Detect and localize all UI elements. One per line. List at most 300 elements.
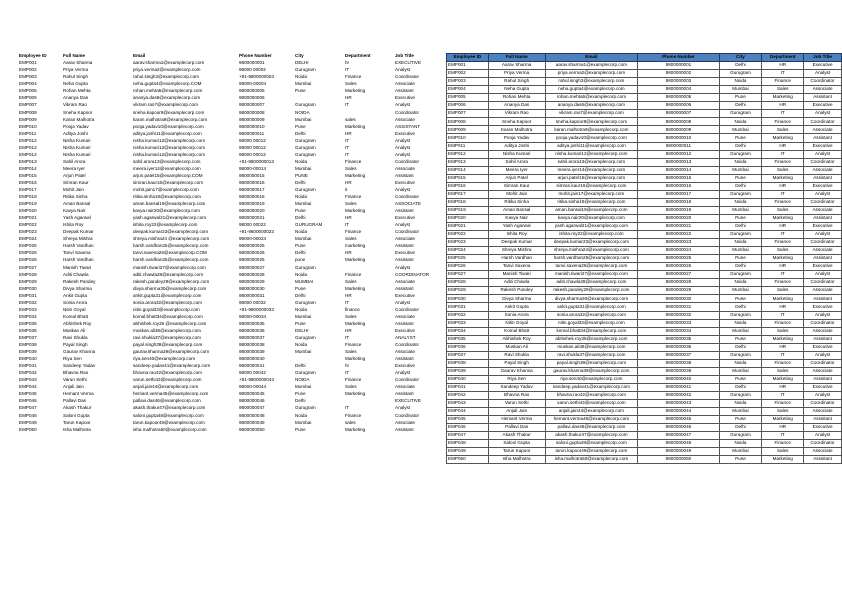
column-header[interactable]: Email bbox=[133, 53, 146, 59]
table-cell[interactable]: manish.tiwari27@examplecorp.com bbox=[545, 271, 638, 279]
table-cell[interactable]: EMP049 bbox=[447, 448, 489, 456]
table-cell[interactable]: EMP044 bbox=[447, 408, 489, 416]
table-cell[interactable]: Marketing bbox=[345, 208, 366, 214]
table-cell[interactable]: Payal Singh bbox=[63, 342, 88, 348]
table-cell[interactable]: 9800000048 bbox=[239, 412, 265, 418]
table-cell[interactable]: Executive bbox=[395, 250, 415, 256]
table-cell[interactable]: Associate bbox=[804, 247, 842, 255]
table-cell[interactable]: Associate bbox=[395, 278, 415, 284]
table-cell[interactable]: rohan.mehta5@examplecorp.com bbox=[545, 94, 638, 102]
table-cell[interactable]: neha.gupta4@examplecorp.COM bbox=[133, 81, 202, 87]
table-cell[interactable]: Isha Malhotra bbox=[488, 456, 545, 464]
table-cell[interactable]: aman.bansal19@examplecorp.com bbox=[133, 201, 206, 207]
table-cell[interactable]: Executive bbox=[395, 130, 415, 136]
table-cell[interactable]: EMP015 bbox=[19, 172, 37, 178]
table-cell[interactable]: EMP017 bbox=[447, 190, 489, 198]
table-cell[interactable]: Executive bbox=[395, 95, 415, 101]
table-cell[interactable]: Assistant bbox=[804, 295, 842, 303]
table-cell[interactable]: mohit.jain17@examplecorp.com bbox=[133, 187, 199, 193]
table-cell[interactable]: anjali.jain44@examplecorp.com bbox=[133, 384, 199, 390]
table-cell[interactable]: Executive bbox=[395, 215, 415, 221]
table-cell[interactable]: finance bbox=[345, 306, 360, 312]
table-cell[interactable]: isha.malhotra50@examplecorp.com bbox=[545, 456, 638, 464]
table-cell[interactable]: Marketing bbox=[762, 134, 804, 142]
table-cell[interactable]: shreya.mishra24@examplecorp.com bbox=[545, 247, 638, 255]
table-cell[interactable]: IT bbox=[345, 405, 350, 411]
table-cell[interactable]: Delhi bbox=[719, 383, 762, 391]
table-cell[interactable]: 9800000026 bbox=[239, 250, 265, 256]
table-cell[interactable]: Executive bbox=[395, 292, 415, 298]
table-cell[interactable]: Delhi bbox=[719, 182, 762, 190]
table-cell[interactable]: Executive bbox=[804, 222, 842, 230]
table-cell[interactable]: Mumbai bbox=[719, 287, 762, 295]
table-cell[interactable]: Hemant Verma bbox=[63, 391, 94, 397]
table-cell[interactable]: HR bbox=[762, 263, 804, 271]
table-cell[interactable]: karan.malhotra9@examplecorp.com bbox=[133, 116, 208, 122]
table-cell[interactable]: Gurugram bbox=[719, 190, 762, 198]
table-cell[interactable]: Gurugram bbox=[295, 67, 316, 73]
column-header[interactable]: City bbox=[295, 53, 304, 59]
table-cell[interactable]: Gurugram bbox=[719, 70, 762, 78]
table-cell[interactable]: manish.tiwari27@examplecorp.com bbox=[133, 264, 206, 270]
table-cell[interactable]: sahil.arora13@examplecorp.com bbox=[545, 158, 638, 166]
table-cell[interactable]: Delhi bbox=[719, 303, 762, 311]
table-cell[interactable]: Pune bbox=[295, 426, 306, 432]
table-cell[interactable]: riya.sen40@examplecorp.com bbox=[133, 356, 196, 362]
table-cell[interactable]: EMP024 bbox=[19, 236, 37, 242]
table-cell[interactable]: Assistant bbox=[395, 257, 414, 263]
table-cell[interactable]: Pallavi Das bbox=[488, 424, 545, 432]
table-cell[interactable]: IT bbox=[345, 335, 350, 340]
table-cell[interactable]: 9800000050 bbox=[239, 426, 265, 432]
table-cell[interactable]: EMP049 bbox=[19, 419, 37, 425]
table-cell[interactable]: Coordinator bbox=[804, 239, 842, 247]
table-cell[interactable]: 9800000027 bbox=[638, 271, 719, 279]
table-cell[interactable]: +91-9800000033 bbox=[239, 306, 274, 312]
table-cell[interactable]: Mumbai bbox=[295, 81, 312, 87]
table-cell[interactable]: muskan.ali36@examplecorp.com bbox=[545, 343, 638, 351]
table-cell[interactable]: EMP007 bbox=[19, 102, 37, 108]
table-cell[interactable]: Gurugram bbox=[719, 271, 762, 279]
table-cell[interactable]: deepak.kumar23@examplecorp.com bbox=[133, 229, 209, 235]
table-cell[interactable]: 9800000015 bbox=[638, 174, 719, 182]
table-cell[interactable]: Associate bbox=[804, 86, 842, 94]
table-cell[interactable]: Bhavna Rao bbox=[488, 391, 545, 399]
table-cell[interactable]: Coordinator bbox=[804, 319, 842, 327]
table-cell[interactable]: harsh.vardhan25@examplecorp.com bbox=[545, 255, 638, 263]
table-cell[interactable]: +91-9800000043 bbox=[239, 377, 274, 383]
table-cell[interactable]: pooja.yadav10@examplecorp.com bbox=[545, 134, 638, 142]
table-cell[interactable]: Noida bbox=[719, 158, 762, 166]
table-cell[interactable]: EMP018 bbox=[447, 198, 489, 206]
table-cell[interactable]: EMP008 bbox=[447, 118, 489, 126]
table-cell[interactable]: Analyst bbox=[395, 187, 411, 193]
table-cell[interactable]: 9800000025 bbox=[239, 243, 265, 249]
table-cell[interactable]: varun.sethi43@examplecorp.com bbox=[545, 400, 638, 408]
table-cell[interactable]: Coordinator bbox=[804, 359, 842, 367]
table-cell[interactable]: pune bbox=[295, 257, 306, 263]
table-cell[interactable]: Coordinator bbox=[804, 440, 842, 448]
table-cell[interactable]: EMP019 bbox=[19, 201, 37, 207]
table-cell[interactable]: Sales bbox=[762, 206, 804, 214]
table-cell[interactable]: Sahil Arora bbox=[63, 158, 86, 164]
table-cell[interactable]: Analyst bbox=[804, 432, 842, 440]
table-cell[interactable]: IT bbox=[345, 144, 350, 150]
table-cell[interactable]: Delhi bbox=[719, 263, 762, 271]
table-cell[interactable]: Assistant bbox=[804, 134, 842, 142]
table-cell[interactable]: Analyst bbox=[804, 271, 842, 279]
table-cell[interactable]: EMP034 bbox=[19, 313, 37, 319]
table-cell[interactable]: Aditi Chawla bbox=[488, 279, 545, 287]
table-cell[interactable]: Vikram Rao bbox=[488, 110, 545, 118]
table-cell[interactable]: EMP029 bbox=[19, 278, 37, 284]
table-cell[interactable]: ankit.gupta31@examplecorp.com bbox=[545, 303, 638, 311]
table-cell[interactable]: IT bbox=[762, 311, 804, 319]
table-cell[interactable]: 98000-00034 bbox=[239, 313, 267, 319]
table-cell[interactable]: EMP001 bbox=[447, 62, 489, 70]
table-cell[interactable]: Aditi Chawla bbox=[63, 271, 89, 277]
table-cell[interactable]: Marketing bbox=[345, 88, 366, 94]
table-cell[interactable]: Assistant bbox=[395, 356, 414, 362]
table-cell[interactable]: Delhi bbox=[295, 292, 306, 298]
table-cell[interactable]: Pune bbox=[295, 88, 306, 94]
table-cell[interactable]: EMP016 bbox=[447, 182, 489, 190]
table-cell[interactable]: sonia.arora32@examplecorp.com bbox=[133, 299, 203, 305]
table-cell[interactable]: 9800000028 bbox=[239, 271, 265, 277]
table-cell[interactable]: gaurav.khanna39@examplecorp.com bbox=[545, 367, 638, 375]
table-cell[interactable]: simran.kaur16@examplecorp.com bbox=[133, 179, 204, 185]
column-header[interactable]: Email bbox=[545, 54, 638, 62]
table-cell[interactable]: 9800000049 bbox=[638, 448, 719, 456]
table-cell[interactable]: Analyst bbox=[804, 351, 842, 359]
table-cell[interactable]: muskan.ali36@examplecorp.com bbox=[133, 327, 201, 333]
table-cell[interactable]: EMP009 bbox=[447, 126, 489, 134]
table-cell[interactable]: Associate bbox=[804, 287, 842, 295]
table-cell[interactable]: 98000-00014 bbox=[239, 165, 267, 171]
table-cell[interactable]: 9800000036 bbox=[239, 327, 265, 333]
table-cell[interactable]: akash.thakur47@examplecorp.com bbox=[545, 432, 638, 440]
table-cell[interactable]: Meera Iyer bbox=[488, 166, 545, 174]
table-cell[interactable]: Sales bbox=[345, 201, 357, 207]
table-cell[interactable]: Pooja Yadav bbox=[63, 123, 89, 129]
table-cell[interactable]: Noida bbox=[719, 78, 762, 86]
table-cell[interactable]: Assistant bbox=[395, 391, 414, 397]
table-cell[interactable]: Manish Tiwari bbox=[488, 271, 545, 279]
table-cell[interactable]: Noida bbox=[295, 74, 308, 80]
table-cell[interactable]: 9800000018 bbox=[239, 194, 265, 200]
table-cell[interactable]: ananya.das6@examplecorp.com bbox=[133, 95, 201, 101]
table-cell[interactable]: Executive bbox=[395, 363, 415, 369]
table-cell[interactable]: Noida bbox=[295, 158, 308, 164]
table-cell[interactable]: EMP027 bbox=[447, 271, 489, 279]
table-cell[interactable]: HR bbox=[762, 222, 804, 230]
table-cell[interactable]: Akash Thakur bbox=[488, 432, 545, 440]
table-cell[interactable]: Sales bbox=[762, 287, 804, 295]
table-cell[interactable]: Sahil Arora bbox=[488, 158, 545, 166]
table-cell[interactable]: HR bbox=[345, 292, 352, 298]
table-cell[interactable]: IT bbox=[762, 391, 804, 399]
column-header[interactable]: Job Title bbox=[804, 54, 842, 62]
table-cell[interactable]: Coordinator bbox=[395, 158, 420, 164]
table-cell[interactable]: Marketing bbox=[345, 426, 366, 432]
table-cell[interactable]: Mumbai bbox=[295, 349, 312, 355]
table-cell[interactable]: Simran Kaur bbox=[63, 179, 89, 185]
table-cell[interactable]: aman.bansal19@examplecorp.com bbox=[545, 206, 638, 214]
table-cell[interactable]: Executive bbox=[804, 303, 842, 311]
table-cell[interactable]: EMP041 bbox=[19, 363, 37, 369]
column-header[interactable]: Department bbox=[345, 53, 371, 59]
table-cell[interactable]: Analyst bbox=[804, 190, 842, 198]
table-cell[interactable]: Noida bbox=[719, 400, 762, 408]
table-cell[interactable]: Delhi bbox=[295, 215, 306, 221]
table-cell[interactable]: Varun Sethi bbox=[488, 400, 545, 408]
table-cell[interactable]: Gurugram bbox=[295, 151, 316, 157]
table-cell[interactable]: bhavna.rao42@examplecorp.com bbox=[545, 391, 638, 399]
table-cell[interactable]: sneha.kapoor8@examplecorp.com bbox=[545, 118, 638, 126]
table-cell[interactable]: rahul.singh3@examplecorp.com bbox=[133, 74, 199, 80]
table-cell[interactable]: Assistant bbox=[395, 172, 414, 178]
table-cell[interactable]: Saloni Gupta bbox=[63, 412, 90, 418]
table-cell[interactable]: EMP010 bbox=[447, 134, 489, 142]
table-cell[interactable]: Executive bbox=[804, 182, 842, 190]
table-cell[interactable]: MUMBAI bbox=[295, 278, 314, 284]
table-cell[interactable]: Aman Bansal bbox=[63, 201, 91, 207]
table-cell[interactable]: saloni.gupta48@examplecorp.com bbox=[133, 412, 204, 418]
table-cell[interactable]: EMP014 bbox=[19, 165, 37, 171]
table-cell[interactable]: Mumbai bbox=[295, 236, 312, 242]
table-cell[interactable]: nisha.kumari12@examplecorp.com bbox=[133, 137, 206, 143]
table-cell[interactable]: EMP035 bbox=[19, 320, 37, 326]
table-cell[interactable]: 9800000010 bbox=[638, 134, 719, 142]
table-cell[interactable]: ravi.shukla37@examplecorp.com bbox=[545, 351, 638, 359]
table-cell[interactable]: 9800000029 bbox=[239, 278, 265, 284]
table-cell[interactable]: ASSOCIATE bbox=[395, 201, 421, 207]
table-cell[interactable]: Executive bbox=[395, 327, 415, 333]
table-cell[interactable]: Associate bbox=[804, 327, 842, 335]
table-cell[interactable]: yash.agarwal21@examplecorp.com bbox=[545, 222, 638, 230]
table-cell[interactable]: Ritika Sinha bbox=[488, 198, 545, 206]
table-cell[interactable]: EMP038 bbox=[447, 359, 489, 367]
table-cell[interactable]: EMP042 bbox=[19, 370, 37, 376]
table-cell[interactable]: Analyst bbox=[804, 391, 842, 399]
table-cell[interactable]: abhishek.roy35@examplecorp.com bbox=[545, 335, 638, 343]
table-cell[interactable]: EMP013 bbox=[19, 158, 37, 164]
table-cell[interactable]: 9800000014 bbox=[638, 166, 719, 174]
table-cell[interactable]: Ankit Gupta bbox=[63, 292, 88, 298]
table-cell[interactable]: Associate bbox=[804, 206, 842, 214]
table-cell[interactable]: Gurugram bbox=[719, 351, 762, 359]
table-cell[interactable]: Associate bbox=[804, 408, 842, 416]
table-cell[interactable]: IT bbox=[345, 137, 350, 143]
table-cell[interactable]: Coordinator bbox=[395, 306, 420, 312]
table-cell[interactable]: Finance bbox=[762, 319, 804, 327]
column-header[interactable]: Job Title bbox=[395, 53, 414, 59]
table-cell[interactable]: 9800000019 bbox=[239, 201, 265, 207]
table-cell[interactable] bbox=[294, 356, 344, 363]
table-cell[interactable]: Saloni Gupta bbox=[488, 440, 545, 448]
table-cell[interactable]: sales bbox=[345, 116, 356, 122]
table-cell[interactable]: EMP042 bbox=[447, 391, 489, 399]
table-cell[interactable]: EMP016 bbox=[19, 179, 37, 185]
table-cell[interactable]: Sandeep Yadav bbox=[63, 363, 96, 369]
table-cell[interactable]: EMP026 bbox=[19, 257, 37, 263]
table-cell[interactable]: Coordinator bbox=[395, 412, 420, 418]
table-cell[interactable]: Komal Bhatt bbox=[63, 313, 89, 319]
table-cell[interactable]: divya.sharma30@examplecorp.com bbox=[133, 285, 207, 291]
table-cell[interactable]: 9800000037 bbox=[239, 335, 265, 340]
table-cell[interactable]: Shreya Mishra bbox=[63, 236, 93, 242]
table-cell[interactable]: IT bbox=[762, 271, 804, 279]
table-cell[interactable]: EMP050 bbox=[447, 456, 489, 464]
table-cell[interactable]: Sneha Kapoor bbox=[63, 109, 93, 115]
table-cell[interactable]: 9800000011 bbox=[638, 142, 719, 150]
table-cell[interactable]: Mumbai bbox=[719, 206, 762, 214]
table-cell[interactable]: 9800000020 bbox=[239, 208, 265, 214]
table-cell[interactable]: EMP040 bbox=[19, 356, 37, 362]
table-cell[interactable]: 9800000009 bbox=[239, 116, 265, 122]
table-cell[interactable]: Gurugram bbox=[719, 432, 762, 440]
table-cell[interactable]: Pune bbox=[719, 416, 762, 424]
table-cell[interactable]: 9800000008 bbox=[239, 109, 265, 115]
table-cell[interactable]: yash.agarwal21@examplecorp.com bbox=[133, 215, 207, 221]
table-cell[interactable]: 9800000003 bbox=[638, 78, 719, 86]
table-cell[interactable]: 9800000028 bbox=[638, 279, 719, 287]
table-cell[interactable]: Executive bbox=[804, 62, 842, 70]
table-cell[interactable]: Sales bbox=[762, 448, 804, 456]
table-cell[interactable]: EMP022 bbox=[19, 222, 37, 228]
table-cell[interactable]: Pune bbox=[295, 243, 306, 249]
table-cell[interactable]: 9800000029 bbox=[638, 287, 719, 295]
table-cell[interactable]: +91-9800000023 bbox=[239, 229, 274, 235]
table-cell[interactable]: EMP032 bbox=[19, 299, 37, 305]
table-cell[interactable]: EMP004 bbox=[19, 81, 37, 87]
table-cell[interactable]: Finance bbox=[762, 239, 804, 247]
table-cell[interactable]: Noida bbox=[295, 194, 308, 200]
table-cell[interactable]: abhishek.roy35 @examplecorp.com bbox=[133, 320, 207, 326]
table-cell[interactable]: 9800000049 bbox=[239, 419, 265, 425]
table-cell[interactable]: Gurugram bbox=[295, 144, 316, 150]
table-cell[interactable]: Assistant bbox=[395, 320, 414, 326]
table-cell[interactable]: EMP020 bbox=[19, 208, 37, 214]
table-cell[interactable]: Associate bbox=[395, 419, 415, 425]
table-cell[interactable]: EMP013 bbox=[447, 158, 489, 166]
table-cell[interactable]: Associate bbox=[804, 367, 842, 375]
table-cell[interactable]: Noida bbox=[295, 271, 308, 277]
table-cell[interactable]: Executive bbox=[804, 343, 842, 351]
table-cell[interactable]: simran.kaur16@examplecorp.com bbox=[545, 182, 638, 190]
table-cell[interactable]: Marketing bbox=[762, 174, 804, 182]
table-cell[interactable]: Mumbai bbox=[719, 126, 762, 134]
table-cell[interactable]: Associate bbox=[804, 126, 842, 134]
table-cell[interactable]: ananya.das6@examplecorp.com bbox=[545, 102, 638, 110]
table-cell[interactable]: Rohan Mehta bbox=[63, 88, 91, 94]
table-cell[interactable]: Muskan Ali bbox=[63, 327, 86, 333]
table-cell[interactable]: EMP022 bbox=[447, 231, 489, 239]
table-cell[interactable]: EMP046 bbox=[447, 424, 489, 432]
table-cell[interactable]: 98000-00044 bbox=[239, 384, 267, 390]
table-cell[interactable]: Noida bbox=[719, 198, 762, 206]
table-cell[interactable]: Executive bbox=[804, 424, 842, 432]
table-cell[interactable]: nisha.kumari12@examplecorp.com bbox=[133, 144, 206, 150]
table-cell[interactable]: kavya.nair20@examplecorp.com bbox=[133, 208, 200, 214]
table-cell[interactable]: Arjun Patel bbox=[63, 172, 86, 178]
table-cell[interactable]: aditi.chawla28@examplecorp.com bbox=[133, 271, 204, 277]
table-cell[interactable]: Finance bbox=[345, 412, 362, 418]
table-cell[interactable]: 9800000048 bbox=[638, 440, 719, 448]
table-cell[interactable]: Aarav Sharma bbox=[63, 60, 93, 66]
table-cell[interactable]: Mumbai bbox=[719, 327, 762, 335]
table-cell[interactable]: 9800000006 bbox=[638, 102, 719, 110]
table-cell[interactable]: ANALYST bbox=[395, 335, 416, 340]
table-cell[interactable]: EMP003 bbox=[19, 74, 37, 80]
table-cell[interactable]: 9800000005 bbox=[638, 94, 719, 102]
table-cell[interactable]: EMP025 bbox=[19, 243, 37, 249]
table-cell[interactable]: aditi.chawla28@examplecorp.com bbox=[545, 279, 638, 287]
table-cell[interactable]: Gurugram bbox=[719, 311, 762, 319]
table-cell[interactable]: Finance bbox=[762, 359, 804, 367]
table-cell[interactable]: Gurugram bbox=[295, 370, 316, 376]
table-cell[interactable]: Abhishek Roy bbox=[63, 320, 92, 326]
table-cell[interactable]: 9800000037 bbox=[638, 351, 719, 359]
table-cell[interactable]: Assistant bbox=[395, 208, 414, 214]
table-cell[interactable]: Ishita Roy bbox=[63, 222, 84, 228]
table-cell[interactable]: Mumbai bbox=[719, 247, 762, 255]
table-cell[interactable]: EMP036 bbox=[19, 327, 37, 333]
table-cell[interactable]: Sales bbox=[762, 327, 804, 335]
table-cell[interactable]: tanvi.saxena26@examplecorp.com bbox=[545, 263, 638, 271]
table-cell[interactable]: EMP020 bbox=[447, 214, 489, 222]
table-cell[interactable]: Mohit Jain bbox=[488, 190, 545, 198]
table-cell[interactable]: Marketing bbox=[345, 285, 366, 291]
table-cell[interactable]: EMP041 bbox=[447, 383, 489, 391]
table-cell[interactable]: EMP012 bbox=[19, 137, 37, 143]
table-cell[interactable] bbox=[344, 264, 394, 271]
table-cell[interactable]: IT bbox=[762, 231, 804, 239]
table-cell[interactable]: Associate bbox=[395, 313, 415, 319]
table-cell[interactable]: EMP045 bbox=[19, 391, 37, 397]
table-cell[interactable]: Finance bbox=[345, 158, 362, 164]
table-cell[interactable]: aarav.sharma1@examplecorp.com bbox=[133, 60, 205, 66]
table-cell[interactable]: EMP047 bbox=[447, 432, 489, 440]
table-cell[interactable]: Pune bbox=[295, 208, 306, 214]
table-cell[interactable]: Executive bbox=[804, 263, 842, 271]
table-cell[interactable]: 9800000021 bbox=[638, 222, 719, 230]
table-cell[interactable]: EMP002 bbox=[447, 70, 489, 78]
table-cell[interactable]: 9800000022 bbox=[638, 231, 719, 239]
table-cell[interactable]: Noida bbox=[295, 412, 308, 418]
table-cell[interactable]: Sales bbox=[762, 86, 804, 94]
table-cell[interactable]: EMP048 bbox=[447, 440, 489, 448]
table-cell[interactable]: Analyst bbox=[804, 70, 842, 78]
table-cell[interactable]: Noida bbox=[719, 279, 762, 287]
table-cell[interactable]: EMP031 bbox=[19, 292, 37, 298]
table-cell[interactable]: Pune bbox=[719, 134, 762, 142]
table-cell[interactable]: Coordinator bbox=[804, 400, 842, 408]
table-cell[interactable]: 9800000038 bbox=[239, 342, 265, 348]
table-cell[interactable]: rohan.mehta5@examplecorp.com bbox=[133, 88, 203, 94]
table-cell[interactable]: komal.bhatt34@examplecorp.com bbox=[545, 327, 638, 335]
table-cell[interactable]: Bhavna Rao bbox=[63, 370, 89, 376]
table-cell[interactable]: 98000 00012 bbox=[239, 137, 266, 143]
table-cell[interactable]: Aditya Joshi bbox=[488, 142, 545, 150]
table-cell[interactable]: Delhi bbox=[295, 398, 306, 404]
table-cell[interactable]: Nisha Kumari bbox=[488, 150, 545, 158]
table-cell[interactable]: Gurugram bbox=[295, 102, 316, 108]
table-cell[interactable]: 9800000006 bbox=[239, 95, 265, 101]
table-cell[interactable]: sandeep.yadav41@examplecorp.com bbox=[545, 383, 638, 391]
table-cell[interactable]: Delhi bbox=[295, 250, 306, 256]
table-cell[interactable]: EMP023 bbox=[19, 229, 37, 235]
